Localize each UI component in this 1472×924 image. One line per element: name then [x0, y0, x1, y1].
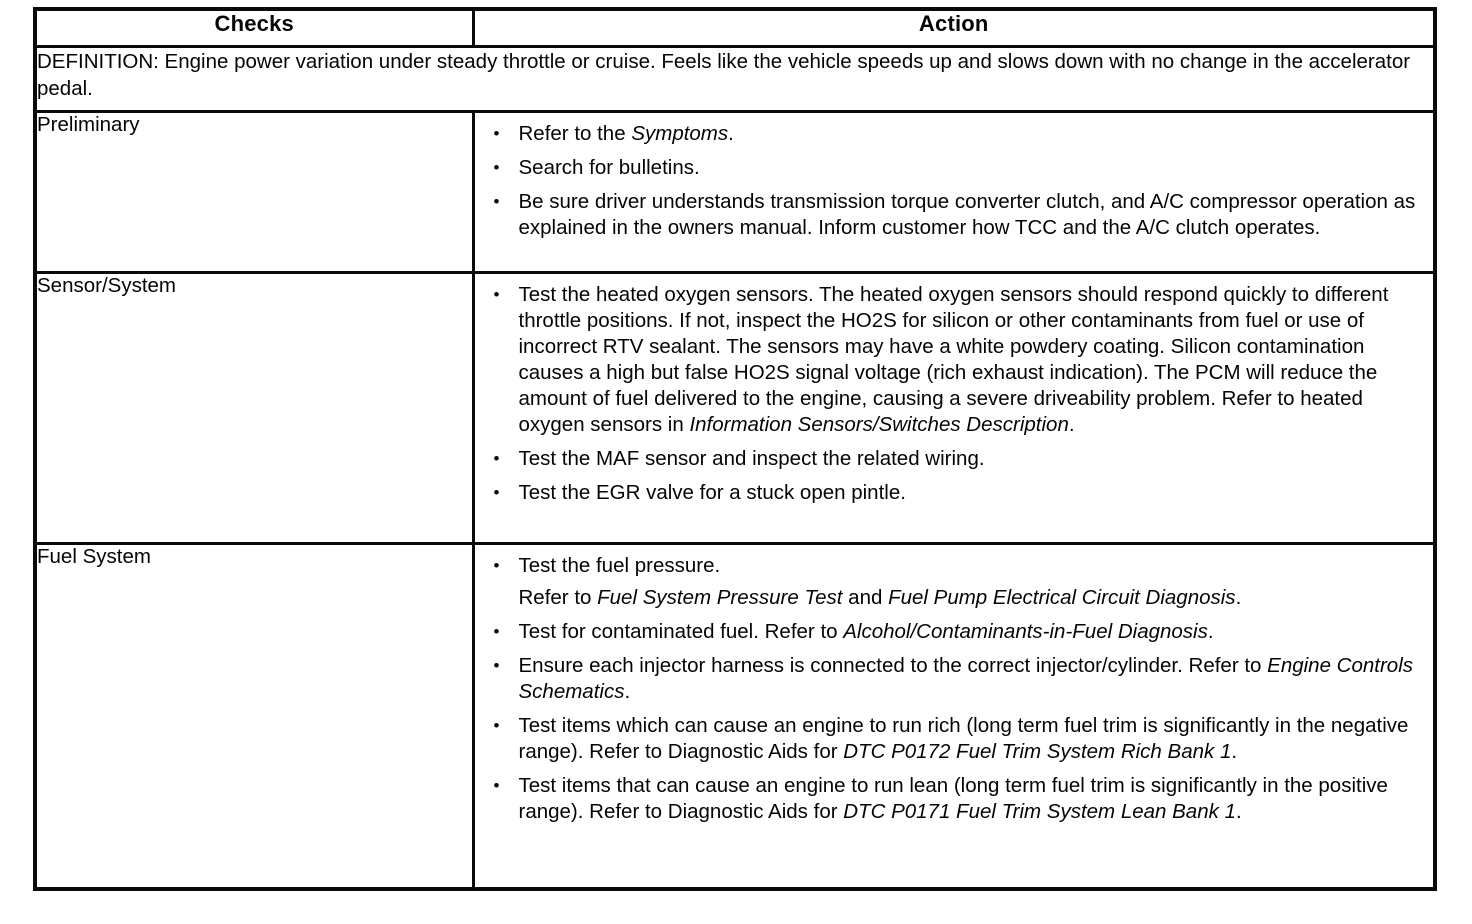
text-segment: . [1207, 620, 1214, 643]
text-segment: . [1235, 800, 1242, 823]
text-segment: . [1235, 586, 1242, 609]
bullet-icon: • [493, 158, 500, 177]
bullet-icon: • [493, 776, 500, 795]
definition-text [35, 47, 1435, 112]
text-segment: Test the MAF sensor and inspect the related wiring. [518, 447, 985, 470]
reference-title: Fuel System Pressure Test [597, 586, 843, 609]
action-bullet-item [475, 189, 1434, 241]
action-item-text [519, 446, 1434, 472]
action-bullet-item [475, 553, 1434, 579]
action-item-text [519, 282, 1434, 438]
action-bullet-item [475, 773, 1434, 825]
text-segment: Test for contaminated fuel. Refer to [518, 620, 844, 643]
action-item-text [519, 585, 1434, 611]
bullet-icon: • [493, 656, 500, 675]
action-item-text [519, 189, 1434, 241]
bullet-icon: • [493, 192, 500, 211]
diagnostic-table [33, 7, 1437, 891]
action-bullet-item [475, 619, 1434, 645]
reference-title: Engine Controls Schematics [518, 654, 1414, 703]
text-segment: Refer to [518, 586, 598, 609]
text-segment: Test the EGR valve for a stuck open pintle. [518, 481, 906, 504]
text-segment: and [842, 586, 889, 609]
action-cell [473, 273, 1435, 544]
table-row [35, 112, 1435, 273]
action-cell [473, 544, 1435, 890]
check-label: Sensor/System [35, 273, 473, 544]
text-segment: . [624, 680, 631, 703]
action-item-text [519, 619, 1434, 645]
action-item-text [519, 480, 1434, 506]
column-header-checks: Checks [35, 9, 473, 47]
check-label: Fuel System [35, 544, 473, 890]
bullet-icon: • [493, 449, 500, 468]
reference-title: Fuel Pump Electrical Circuit Diagnosis [888, 586, 1236, 609]
reference-title: Information Sensors/Switches Description [689, 413, 1069, 436]
text-segment: Be sure driver understands transmission torque converter clutch, and A/C compressor operation as explained in the owners manual. Inform customer how TCC and the A/C clutch operates. [518, 190, 1416, 239]
text-segment: . [1231, 740, 1238, 763]
text-segment: . [728, 122, 734, 145]
reference-title: Alcohol/Contaminants-in-Fuel Diagnosis [843, 620, 1208, 643]
bullet-icon: • [493, 124, 500, 143]
text-segment: Test items that can cause an engine to run lean (long term fuel trim is significantly in the positive range). Refer to Diagnostic Aids for [518, 774, 1388, 823]
table-row [35, 273, 1435, 544]
action-continuation-line [475, 585, 1434, 611]
action-bullet-item [475, 653, 1434, 705]
action-bullet-item [475, 480, 1434, 506]
text-segment: Search for bulletins. [518, 156, 700, 179]
text-segment: Test items which can cause an engine to run rich (long term fuel trim is significantly in the negative range). Refer to Diagnostic Aids for [518, 714, 1409, 763]
action-bullet-item [475, 713, 1434, 765]
text-segment: Ensure each injector harness is connected to the correct injector/cylinder. Refer to [518, 654, 1268, 677]
action-cell [473, 112, 1435, 273]
action-item-text [519, 713, 1434, 765]
bullet-icon: • [493, 622, 500, 641]
text-segment: Test the heated oxygen sensors. The heated oxygen sensors should respond quickly to different throttle positions. If not, inspect the HO2S for silicon or other contaminants from fuel or use of incorrect RTV sealant. The sensors may have a white powdery coating. Silicon contamination causes a high but false HO2S signal voltage (rich exhaust indication). The PCM will reduce the amount of fuel delivered to the engine, causing a severe driveability problem. Refer to heated oxygen sensors in [518, 283, 1389, 436]
action-item-text [519, 553, 1434, 579]
action-item-text [519, 653, 1434, 705]
text-segment: . [1068, 413, 1075, 436]
action-bullet-item [475, 121, 1434, 147]
text-segment: DEFINITION: Engine power variation under steady throttle or cruise. Feels like the vehicle speeds up and slows down with no change in the accelerator pedal. [37, 50, 1411, 100]
table-row [35, 544, 1435, 890]
action-bullet-item [475, 155, 1434, 181]
bullet-icon: • [493, 716, 500, 735]
action-item-text [519, 773, 1434, 825]
column-header-action: Action [473, 9, 1435, 47]
definition-row [35, 47, 1435, 112]
action-bullet-item [475, 282, 1434, 438]
reference-title: Symptoms [631, 122, 729, 145]
scanned-document-page [33, 7, 1437, 891]
text-segment: Refer to the [518, 122, 632, 145]
action-item-text [519, 121, 1434, 147]
check-label: Preliminary [35, 112, 473, 273]
header-row [35, 9, 1435, 47]
bullet-icon: • [493, 285, 500, 304]
text-segment: Test the fuel pressure. [518, 554, 721, 577]
reference-title: DTC P0171 Fuel Trim System Lean Bank 1 [843, 800, 1236, 823]
bullet-icon: • [493, 483, 500, 502]
bullet-icon: • [493, 556, 500, 575]
reference-title: DTC P0172 Fuel Trim System Rich Bank 1 [843, 740, 1232, 763]
action-bullet-item [475, 446, 1434, 472]
action-item-text [519, 155, 1434, 181]
